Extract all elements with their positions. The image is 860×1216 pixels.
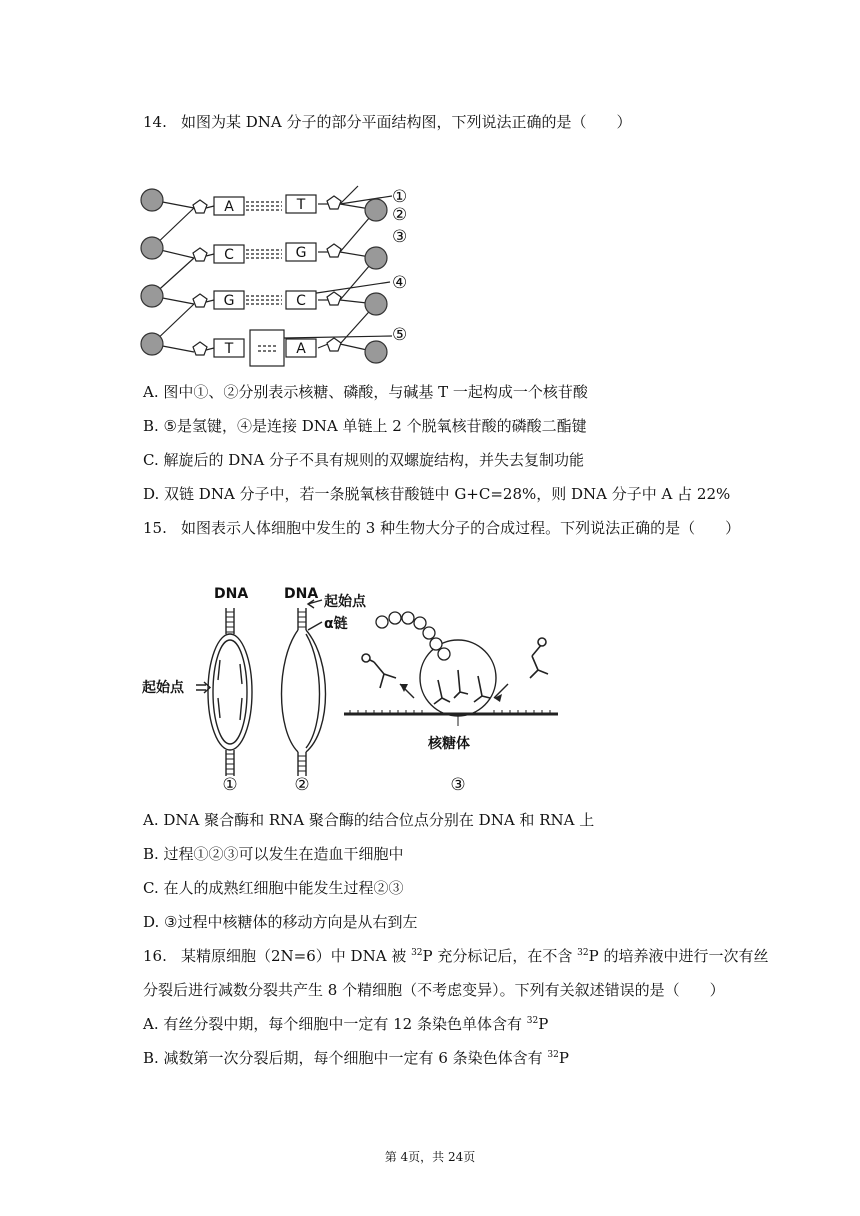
option-text-end: P <box>558 1049 569 1067</box>
question-number: 16. <box>143 947 167 965</box>
base-right-1: T <box>296 197 306 213</box>
marker-3: ③ <box>392 227 408 247</box>
q14-option-d: D. 双链 DNA 分子中，若一条脱氧核苷酸链中 G+C=28%，则 DNA 分子中 A 占 22% <box>143 485 731 503</box>
q14-option-a: A. 图中①、②分别表示核糖、磷酸，与碱基 T 一起构成一个核苷酸 <box>143 383 588 401</box>
dna-label-2: DNA <box>284 586 319 602</box>
macromolecule-synthesis-diagram <box>138 580 568 800</box>
marker-2: ② <box>392 205 408 225</box>
question-text: 如图为某 DNA 分子的部分平面结构图，下列说法正确的是（ ） <box>181 113 632 131</box>
question-16-stem <box>143 946 769 966</box>
panel-3-label: ③ <box>450 775 466 795</box>
origin-label-top: 起始点 <box>324 594 366 610</box>
marker-1: ① <box>392 187 408 207</box>
question-number: 14. <box>143 113 167 131</box>
q14-option-c: C. 解旋后的 DNA 分子不具有规则的双螺旋结构，并失去复制功能 <box>143 451 585 469</box>
marker-5: ⑤ <box>392 325 408 345</box>
panel-1-label: ① <box>222 775 238 795</box>
question-text: 如图表示人体细胞中发生的 3 种生物大分子的合成过程。下列说法正确的是（ ） <box>181 519 741 537</box>
dna-structure-diagram <box>130 178 430 376</box>
q16-option-b <box>143 1048 569 1068</box>
q15-option-c: C. 在人的成熟红细胞中能发生过程②③ <box>143 879 404 897</box>
q15-option-d: D. ③过程中核糖体的移动方向是从右到左 <box>143 913 418 931</box>
base-right-3: C <box>296 293 306 309</box>
q16-option-a <box>143 1014 548 1034</box>
page-footer: 第 4页，共 24页 <box>384 1150 476 1164</box>
base-left-4: T <box>224 341 234 357</box>
option-text: A. 有丝分裂中期，每个细胞中一定有 12 条染色单体含有 <box>143 1015 527 1033</box>
base-left-1: A <box>224 199 234 215</box>
q14-option-b: B. ⑤是氢键，④是连接 DNA 单链上 2 个脱氧核苷酸的磷酸二酯键 <box>143 417 587 435</box>
dna-label-1: DNA <box>214 586 249 602</box>
question-16-stem-line2: 分裂后进行减数分裂共产生 8 个精细胞（不考虑变异）。下列有关叙述错误的是（ ） <box>143 981 725 999</box>
superscript-32: 32 <box>411 948 423 958</box>
question-number: 15. <box>143 519 167 537</box>
base-right-4: A <box>296 341 306 357</box>
superscript-32: 32 <box>526 1016 539 1026</box>
superscript-32: 32 <box>547 1050 559 1060</box>
ribosome-label: 核糖体 <box>428 736 470 752</box>
option-text: B. 减数第一次分裂后期，每个细胞中一定有 6 条染色体含有 <box>143 1049 548 1067</box>
superscript-32: 32 <box>577 948 589 958</box>
stem-part-a: 某精原细胞（2N=6）中 DNA 被 <box>181 947 412 965</box>
question-14-stem <box>143 112 632 132</box>
panel-2-label: ② <box>294 775 310 795</box>
stem-part-c: P 的培养液中进行一次有丝 <box>588 947 769 965</box>
base-left-2: C <box>224 247 234 263</box>
question-15-stem <box>143 518 740 538</box>
base-left-3: G <box>223 293 235 309</box>
stem-part-b: P 充分标记后，在不含 <box>422 947 578 965</box>
base-right-2: G <box>295 245 307 261</box>
option-text-end: P <box>538 1015 549 1033</box>
origin-label-left: 起始点 <box>142 680 184 696</box>
alpha-chain-label: α链 <box>324 616 348 632</box>
q15-option-b: B. 过程①②③可以发生在造血干细胞中 <box>143 845 404 863</box>
marker-4: ④ <box>392 273 408 293</box>
q15-option-a: A. DNA 聚合酶和 RNA 聚合酶的结合位点分别在 DNA 和 RNA 上 <box>143 811 595 829</box>
